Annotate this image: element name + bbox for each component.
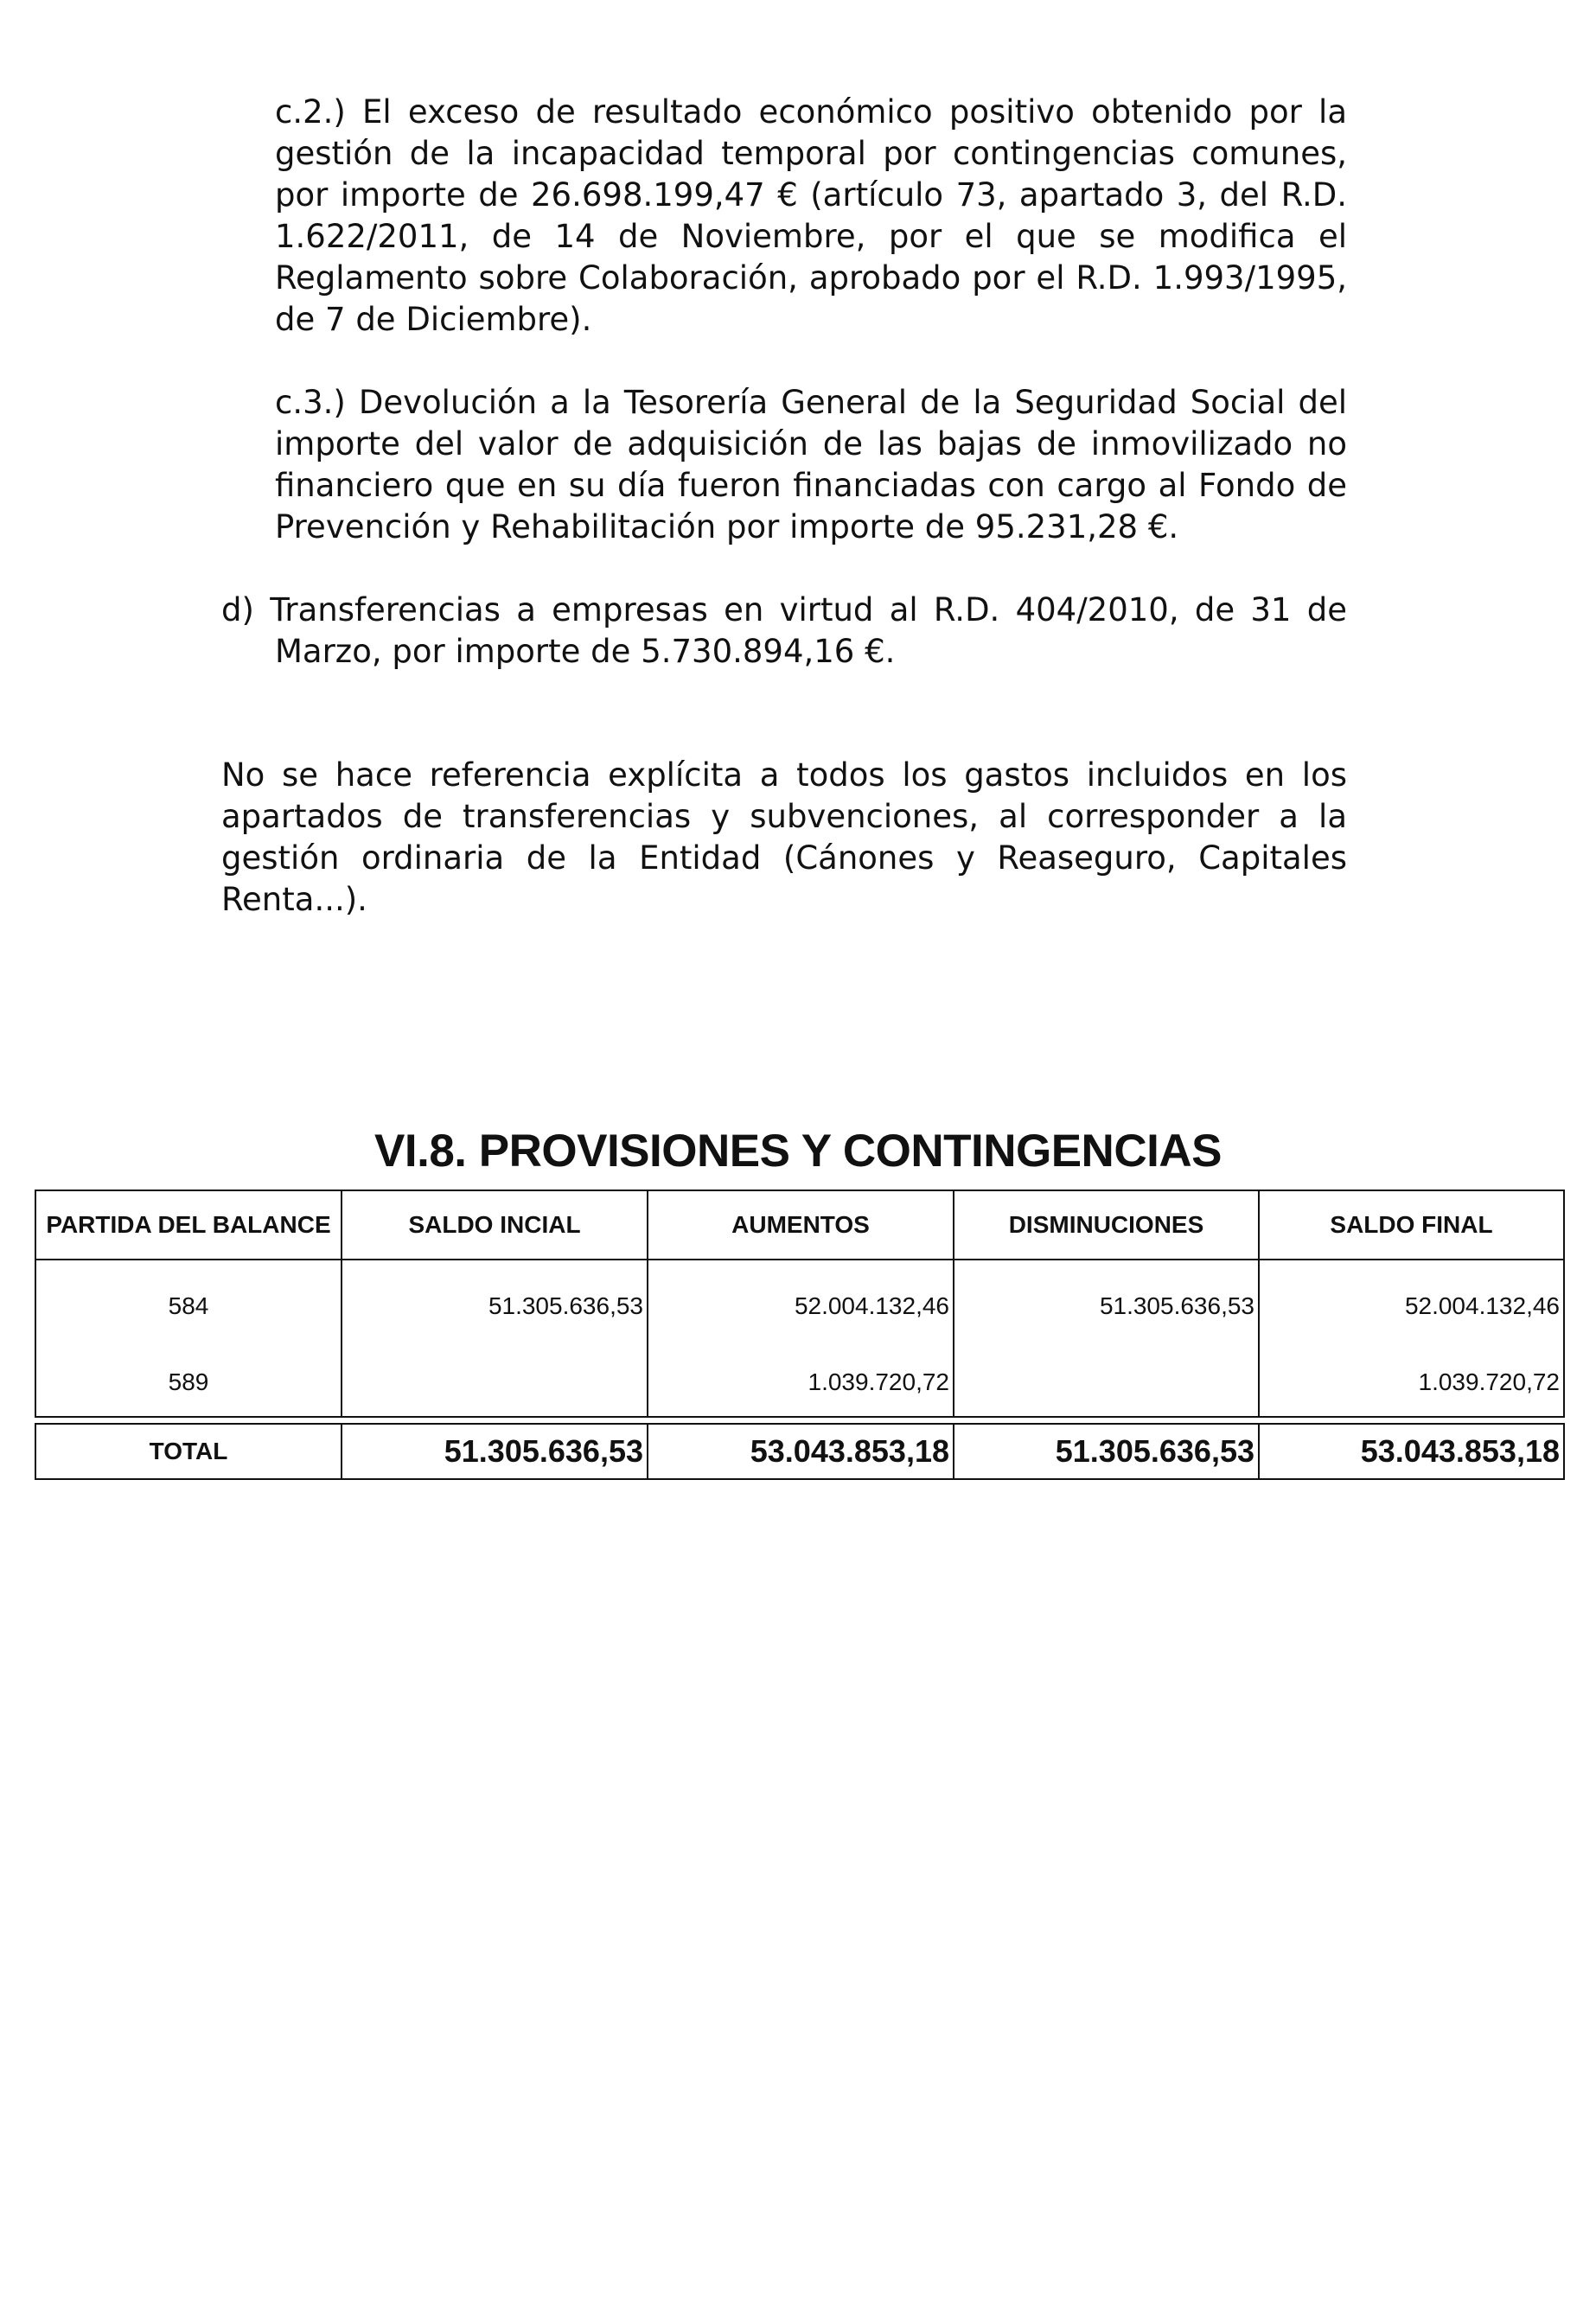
table-header-row <box>35 1190 1564 1260</box>
cell-saldo-final: 1.039.720,72 <box>1259 1349 1564 1417</box>
cell-saldo-final: 52.004.132,46 <box>1259 1260 1564 1349</box>
total-aumentos: 53.043.853,18 <box>648 1424 954 1479</box>
paragraph-note: No se hace referencia explícita a todos los gastos incluidos en los apartados de transferencias y subvenciones, al corresponder a la gestión ordinaria de la Entidad (Cánones y Reaseguro, Capitales Renta...). <box>221 756 1347 918</box>
table-row <box>35 1349 1564 1417</box>
section-title: VI.8. PROVISIONES Y CONTINGENCIAS <box>374 1126 1222 1177</box>
paragraph-d: d) Transferencias a empresas en virtud al R.D. 404/2010, de 31 de Marzo, por importe de 5.730.894,16 €. <box>221 591 1347 670</box>
header-saldo-final: SALDO FINAL <box>1259 1190 1564 1260</box>
paragraph-c3: c.3.) Devolución a la Tesorería General de la Seguridad Social del importe del valor de adquisición de las bajas de inmovilizado no financiero que en su día fueron financiadas con cargo al Fondo de Prevención y Rehabilitación por importe de 95.231,28 €. <box>275 384 1347 545</box>
total-disminuciones: 51.305.636,53 <box>954 1424 1259 1479</box>
total-saldo-inicial: 51.305.636,53 <box>342 1424 648 1479</box>
provisions-table <box>35 1190 1565 1418</box>
cell-disminuciones: 51.305.636,53 <box>954 1260 1259 1349</box>
total-saldo-final: 53.043.853,18 <box>1259 1424 1564 1479</box>
header-saldo-inicial: SALDO INCIAL <box>342 1190 648 1260</box>
cell-partida: 589 <box>35 1349 342 1417</box>
cell-aumentos: 52.004.132,46 <box>648 1260 954 1349</box>
header-disminuciones: DISMINUCIONES <box>954 1190 1259 1260</box>
cell-saldo-inicial <box>342 1349 648 1417</box>
paragraph-c2: c.2.) El exceso de resultado económico positivo obtenido por la gestión de la incapacidad temporal por contingencias comunes, por importe de 26.698.199,47 € (artículo 73, apartado 3, del R.D. 1.622/2011, de 14 de Noviembre, por el que se modifica el Reglamento sobre Colaboración, aprobado por el R.D. 1.993/1995, de 7 de Diciembre). <box>275 93 1347 338</box>
cell-saldo-inicial: 51.305.636,53 <box>342 1260 648 1349</box>
total-row <box>35 1424 1564 1479</box>
table-row <box>35 1260 1564 1349</box>
cell-disminuciones <box>954 1349 1259 1417</box>
cell-partida: 584 <box>35 1260 342 1349</box>
total-table <box>35 1423 1565 1480</box>
total-label: TOTAL <box>35 1424 342 1479</box>
header-partida: PARTIDA DEL BALANCE <box>35 1190 342 1260</box>
header-aumentos: AUMENTOS <box>648 1190 954 1260</box>
cell-aumentos: 1.039.720,72 <box>648 1349 954 1417</box>
